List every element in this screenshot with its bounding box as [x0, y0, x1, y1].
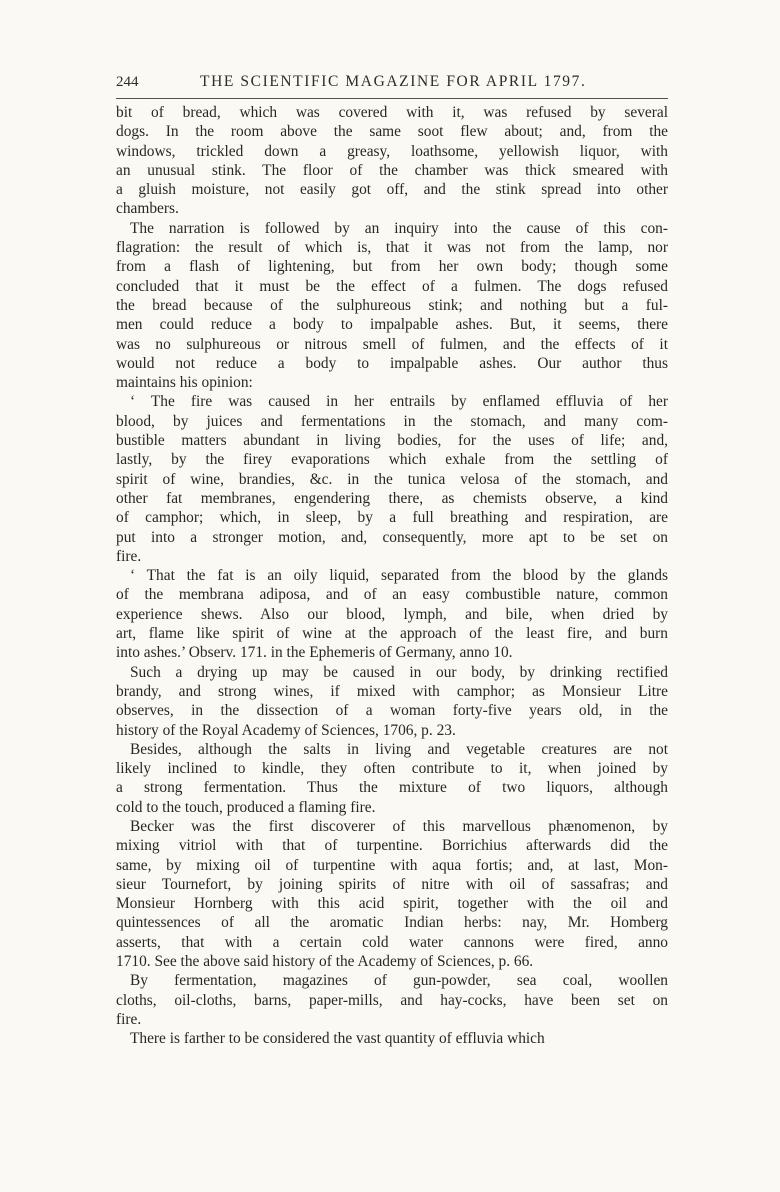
body-text — [116, 103, 668, 1049]
text-line: bustible matters abundant in living bodies, for the uses of life; and, — [116, 432, 668, 450]
text-line: dogs. In the room above the same soot flew about; and, from the — [116, 123, 668, 141]
text-line: art, flame like spirit of wine at the approach of the least fire, and burn — [116, 625, 668, 643]
text-line: quintessences of all the aromatic Indian herbs: nay, Mr. Homberg — [116, 914, 668, 932]
page — [116, 70, 668, 1049]
text-line: of camphor; which, in sleep, by a full breathing and respiration, are — [116, 509, 668, 527]
text-line: blood, by juices and fermentations in the stomach, and many com- — [116, 412, 668, 430]
text-line: Monsieur Hornberg with this acid spirit, together with the oil and — [116, 895, 668, 913]
text-line: Becker was the first discoverer of this marvellous phænomenon, by — [130, 817, 668, 835]
text-line: sieur Tournefort, by joining spirits of nitre with oil of sassafras; and — [116, 875, 668, 893]
text-line: from a flash of lightening, but from her own body; though some — [116, 258, 668, 276]
text-line: a gluish moisture, not easily got off, and the stink spread into other — [116, 181, 668, 199]
text-line: spirit of wine, brandies, &c. in the tunica velosa of the stomach, and — [116, 470, 668, 488]
text-line: Such a drying up may be caused in our body, by drinking rectified — [130, 663, 668, 681]
text-line: mixing vitriol with that of turpentine. Borrichius afterwards did the — [116, 837, 668, 855]
text-line: men could reduce a body to impalpable ashes. But, it seems, there — [116, 316, 668, 334]
running-header — [116, 70, 668, 96]
text-line: maintains his opinion: — [116, 374, 253, 392]
text-line: brandy, and strong wines, if mixed with camphor; as Monsieur Litre — [116, 682, 668, 700]
text-line: cold to the touch, produced a flaming fire. — [116, 798, 376, 816]
text-line: put into a stronger motion, and, consequently, more apt to be set on — [116, 528, 668, 546]
text-line: was no sulphureous or nitrous smell of fulmen, and the effects of it — [116, 335, 668, 353]
text-line: fire. — [116, 1010, 142, 1028]
text-line: Besides, although the salts in living and vegetable creatures are not — [130, 740, 668, 758]
text-line: The narration is followed by an inquiry into the cause of this con- — [130, 219, 668, 237]
text-line: chambers. — [116, 200, 179, 218]
text-line: the bread because of the sulphureous stink; and nothing but a ful- — [116, 296, 668, 314]
text-line: fire. — [116, 547, 142, 565]
page-number: 244 — [116, 74, 139, 90]
text-line: There is farther to be considered the vast quantity of effluvia which — [130, 1030, 545, 1048]
text-line: lastly, by the firey evaporations which exhale from the settling of — [116, 451, 668, 469]
text-line: would not reduce a body to impalpable ashes. Our author thus — [116, 354, 668, 372]
header-rule — [116, 98, 668, 99]
text-line: concluded that it must be the effect of a fulmen. The dogs refused — [116, 277, 668, 295]
text-line: ‘ The fire was caused in her entrails by enflamed effluvia of her — [130, 393, 668, 411]
text-line: same, by mixing oil of turpentine with aqua fortis; and, at last, Mon- — [116, 856, 668, 874]
text-line: observes, in the dissection of a woman forty-five years old, in the — [116, 702, 668, 720]
text-line: an unusual stink. The floor of the chamber was thick smeared with — [116, 161, 668, 179]
text-line: flagration: the result of which is, that it was not from the lamp, nor — [116, 239, 668, 257]
text-line: By fermentation, magazines of gun-powder, sea coal, woollen — [130, 972, 668, 990]
text-line: bit of bread, which was covered with it, was refused by several — [116, 104, 668, 121]
text-line: experience shews. Also our blood, lymph, and bile, when dried by — [116, 605, 668, 623]
text-line: ‘ That the fat is an oily liquid, separated from the blood by the glands — [130, 567, 668, 585]
text-line: asserts, that with a certain cold water cannons were fired, anno — [116, 933, 668, 951]
text-line: a strong fermentation. Thus the mixture of two liquors, although — [116, 779, 668, 797]
text-line: windows, trickled down a greasy, loathsome, yellowish liquor, with — [116, 142, 668, 160]
text-line: into ashes.’ Observ. 171. in the Ephemeris of Germany, anno 10. — [116, 644, 513, 662]
text-line: of the membrana adiposa, and of an easy combustible nature, common — [116, 586, 668, 604]
running-title: THE SCIENTIFIC MAGAZINE FOR APRIL 1797. — [200, 73, 587, 90]
text-line: likely inclined to kindle, they often contribute to it, when joined by — [116, 760, 668, 778]
text-line: cloths, oil-cloths, barns, paper-mills, and hay-cocks, have been set on — [116, 991, 668, 1009]
text-line: other fat membranes, engendering there, as chemists observe, a kind — [116, 489, 668, 507]
text-line: 1710. See the above said history of the Academy of Sciences, p. 66. — [116, 953, 534, 971]
text-line: history of the Royal Academy of Sciences, 1706, p. 23. — [116, 721, 456, 739]
